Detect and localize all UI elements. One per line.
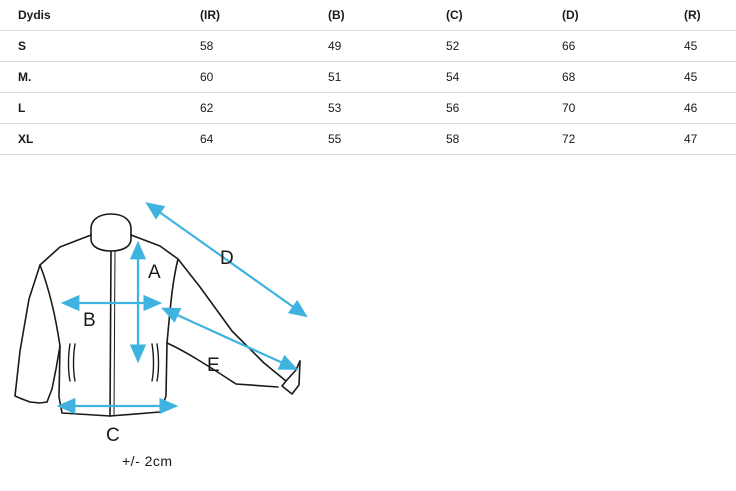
- table-row: [0, 124, 736, 155]
- cell-size: S: [0, 31, 178, 62]
- table-body: [0, 31, 736, 155]
- col-header-r: (R): [664, 0, 736, 31]
- table-row: [0, 93, 736, 124]
- cell-c: 54: [430, 62, 546, 93]
- cell-r: 47: [664, 124, 736, 155]
- cell-c: 52: [430, 31, 546, 62]
- cell-b: 53: [314, 93, 430, 124]
- label-d: D: [220, 248, 234, 269]
- table-header: [0, 0, 736, 31]
- cell-size: M.: [0, 62, 178, 93]
- col-header-d: (D): [546, 0, 664, 31]
- size-table: [0, 0, 736, 155]
- cell-d: 72: [546, 124, 664, 155]
- cell-ir: 60: [178, 62, 314, 93]
- cell-d: 70: [546, 93, 664, 124]
- cell-ir: 64: [178, 124, 314, 155]
- jacket-outline: [15, 214, 300, 416]
- cell-r: 45: [664, 62, 736, 93]
- col-header-size: Dydis: [0, 0, 178, 31]
- cell-r: 45: [664, 31, 736, 62]
- table-header-row: [0, 0, 736, 31]
- col-header-b: (B): [314, 0, 430, 31]
- cell-size: XL: [0, 124, 178, 155]
- col-header-c: (C): [430, 0, 546, 31]
- cell-c: 58: [430, 124, 546, 155]
- cell-b: 49: [314, 31, 430, 62]
- table-row: [0, 31, 736, 62]
- cell-b: 55: [314, 124, 430, 155]
- arrow-e: [164, 309, 296, 369]
- dimension-arrows: [60, 204, 306, 406]
- cell-c: 56: [430, 93, 546, 124]
- cell-size: L: [0, 93, 178, 124]
- cell-d: 66: [546, 31, 664, 62]
- label-a: A: [148, 262, 161, 283]
- label-c: C: [106, 425, 120, 446]
- label-b: B: [83, 310, 96, 331]
- cell-d: 68: [546, 62, 664, 93]
- table-row: [0, 62, 736, 93]
- cell-r: 46: [664, 93, 736, 124]
- cell-b: 51: [314, 62, 430, 93]
- tolerance-note: +/- 2cm: [122, 453, 173, 469]
- cell-ir: 62: [178, 93, 314, 124]
- cell-ir: 58: [178, 31, 314, 62]
- label-e: E: [207, 355, 220, 376]
- col-header-ir: (IR): [178, 0, 314, 31]
- jacket-measurement-diagram: [0, 191, 736, 491]
